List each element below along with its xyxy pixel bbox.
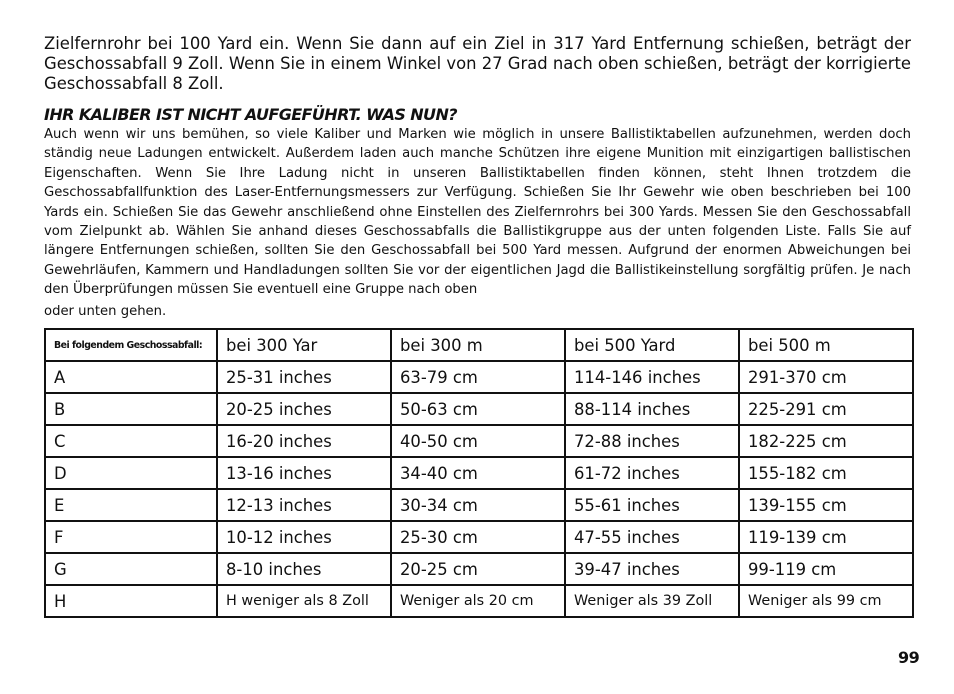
table-cell: 13-16 inches [217, 457, 391, 489]
table-cell: 39-47 inches [565, 553, 739, 585]
table-cell: 47-55 inches [565, 521, 739, 553]
column-header: bei 500 Yard [565, 329, 739, 361]
table-cell: 10-12 inches [217, 521, 391, 553]
table-cell: 114-146 inches [565, 361, 739, 393]
table-cell: 99-119 cm [739, 553, 913, 585]
table-row [45, 425, 913, 457]
intro-paragraph: Zielfernrohr bei 100 Yard ein. Wenn Sie dann auf ein Ziel in 317 Yard Entfernung schießen, beträgt der Geschossabfall 9 Zoll. Wenn Sie in einem Winkel von 27 Grad nach oben schießen, beträgt der korrigierte Geschossabfall 8 Zoll. [44, 34, 911, 93]
group-label: E [45, 489, 217, 521]
page-number: 99 [898, 648, 920, 667]
table-row [45, 489, 913, 521]
group-label: B [45, 393, 217, 425]
table-cell: 50-63 cm [391, 393, 565, 425]
column-header: bei 300 Yar [217, 329, 391, 361]
table-corner-label: Bei folgendem Geschossabfall: [45, 329, 217, 361]
table-cell: 225-291 cm [739, 393, 913, 425]
table-cell: Weniger als 99 cm [739, 585, 913, 617]
group-label: H [45, 585, 217, 617]
table-cell: 182-225 cm [739, 425, 913, 457]
table-cell: 139-155 cm [739, 489, 913, 521]
table-cell: 55-61 inches [565, 489, 739, 521]
table-cell: 72-88 inches [565, 425, 739, 457]
table-cell: Weniger als 39 Zoll [565, 585, 739, 617]
group-label: F [45, 521, 217, 553]
table-cell: 291-370 cm [739, 361, 913, 393]
table-header-row [45, 329, 913, 361]
table-cell: H weniger als 8 Zoll [217, 585, 391, 617]
group-label: C [45, 425, 217, 457]
table-cell: 25-30 cm [391, 521, 565, 553]
body-text-main: Auch wenn wir uns bemühen, so viele Kaliber und Marken wie möglich in unsere Ballistiktabellen aufzunehmen, werden doch ständig neue Ladungen entwickelt. Außerdem laden auch manche Schützen ihre eigene Munition mit einzigartigen ballistischen Eigenschaften. Wenn Sie Ihre Ladung nicht in unseren Ballistiktabellen finden können, steht Ihnen trotzdem die Geschossabfallfunktion des Laser-Entfernungsmessers zur Verfügung. Schießen Sie Ihr Gewehr wie oben beschrieben bei 100 Yards ein. Schießen Sie das Gewehr anschließend ohne Einstellen des Zielfernrohrs bei 300 Yards. Messen Sie den Geschossabfall vom Zielpunkt ab. Wählen Sie anhand dieses Geschossabfalls die Ballistikgruppe aus der unten folgenden Liste. Falls Sie auf längere Entfernungen schießen, sollten Sie den Geschossabfall bei 500 Yard messen. Aufgrund der enormen Abweichungen bei Gewehrläufen, Kammern und Handladungen sollten Sie vor der eigentlichen Jagd die Ballistikeinstellung sorgfältig prüfen. Je nach den Überprüfungen müssen Sie eventuell eine Gruppe nach oben [44, 127, 911, 298]
table-cell: 61-72 inches [565, 457, 739, 489]
table-cell: 20-25 cm [391, 553, 565, 585]
ballistics-group-table [44, 328, 914, 618]
body-text-last-line: oder unten gehen. [44, 303, 167, 319]
column-header: bei 300 m [391, 329, 565, 361]
group-label: A [45, 361, 217, 393]
table-cell: 12-13 inches [217, 489, 391, 521]
table-row [45, 553, 913, 585]
body-paragraph [44, 125, 911, 324]
table-cell: 20-25 inches [217, 393, 391, 425]
table-row [45, 521, 913, 553]
table-cell: 25-31 inches [217, 361, 391, 393]
column-header: bei 500 m [739, 329, 913, 361]
table-cell: 34-40 cm [391, 457, 565, 489]
group-label: D [45, 457, 217, 489]
section-heading: IHR KALIBER IST NICHT AUFGEFÜHRT. WAS NUN? [44, 105, 457, 124]
table-cell: 88-114 inches [565, 393, 739, 425]
table-cell: 63-79 cm [391, 361, 565, 393]
table-cell: 30-34 cm [391, 489, 565, 521]
table-cell: 8-10 inches [217, 553, 391, 585]
table-cell: 16-20 inches [217, 425, 391, 457]
table-cell: Weniger als 20 cm [391, 585, 565, 617]
table-row [45, 457, 913, 489]
table-cell: 155-182 cm [739, 457, 913, 489]
table-row [45, 361, 913, 393]
group-label: G [45, 553, 217, 585]
table-row [45, 585, 913, 617]
table-cell: 119-139 cm [739, 521, 913, 553]
table-row [45, 393, 913, 425]
table-cell: 40-50 cm [391, 425, 565, 457]
